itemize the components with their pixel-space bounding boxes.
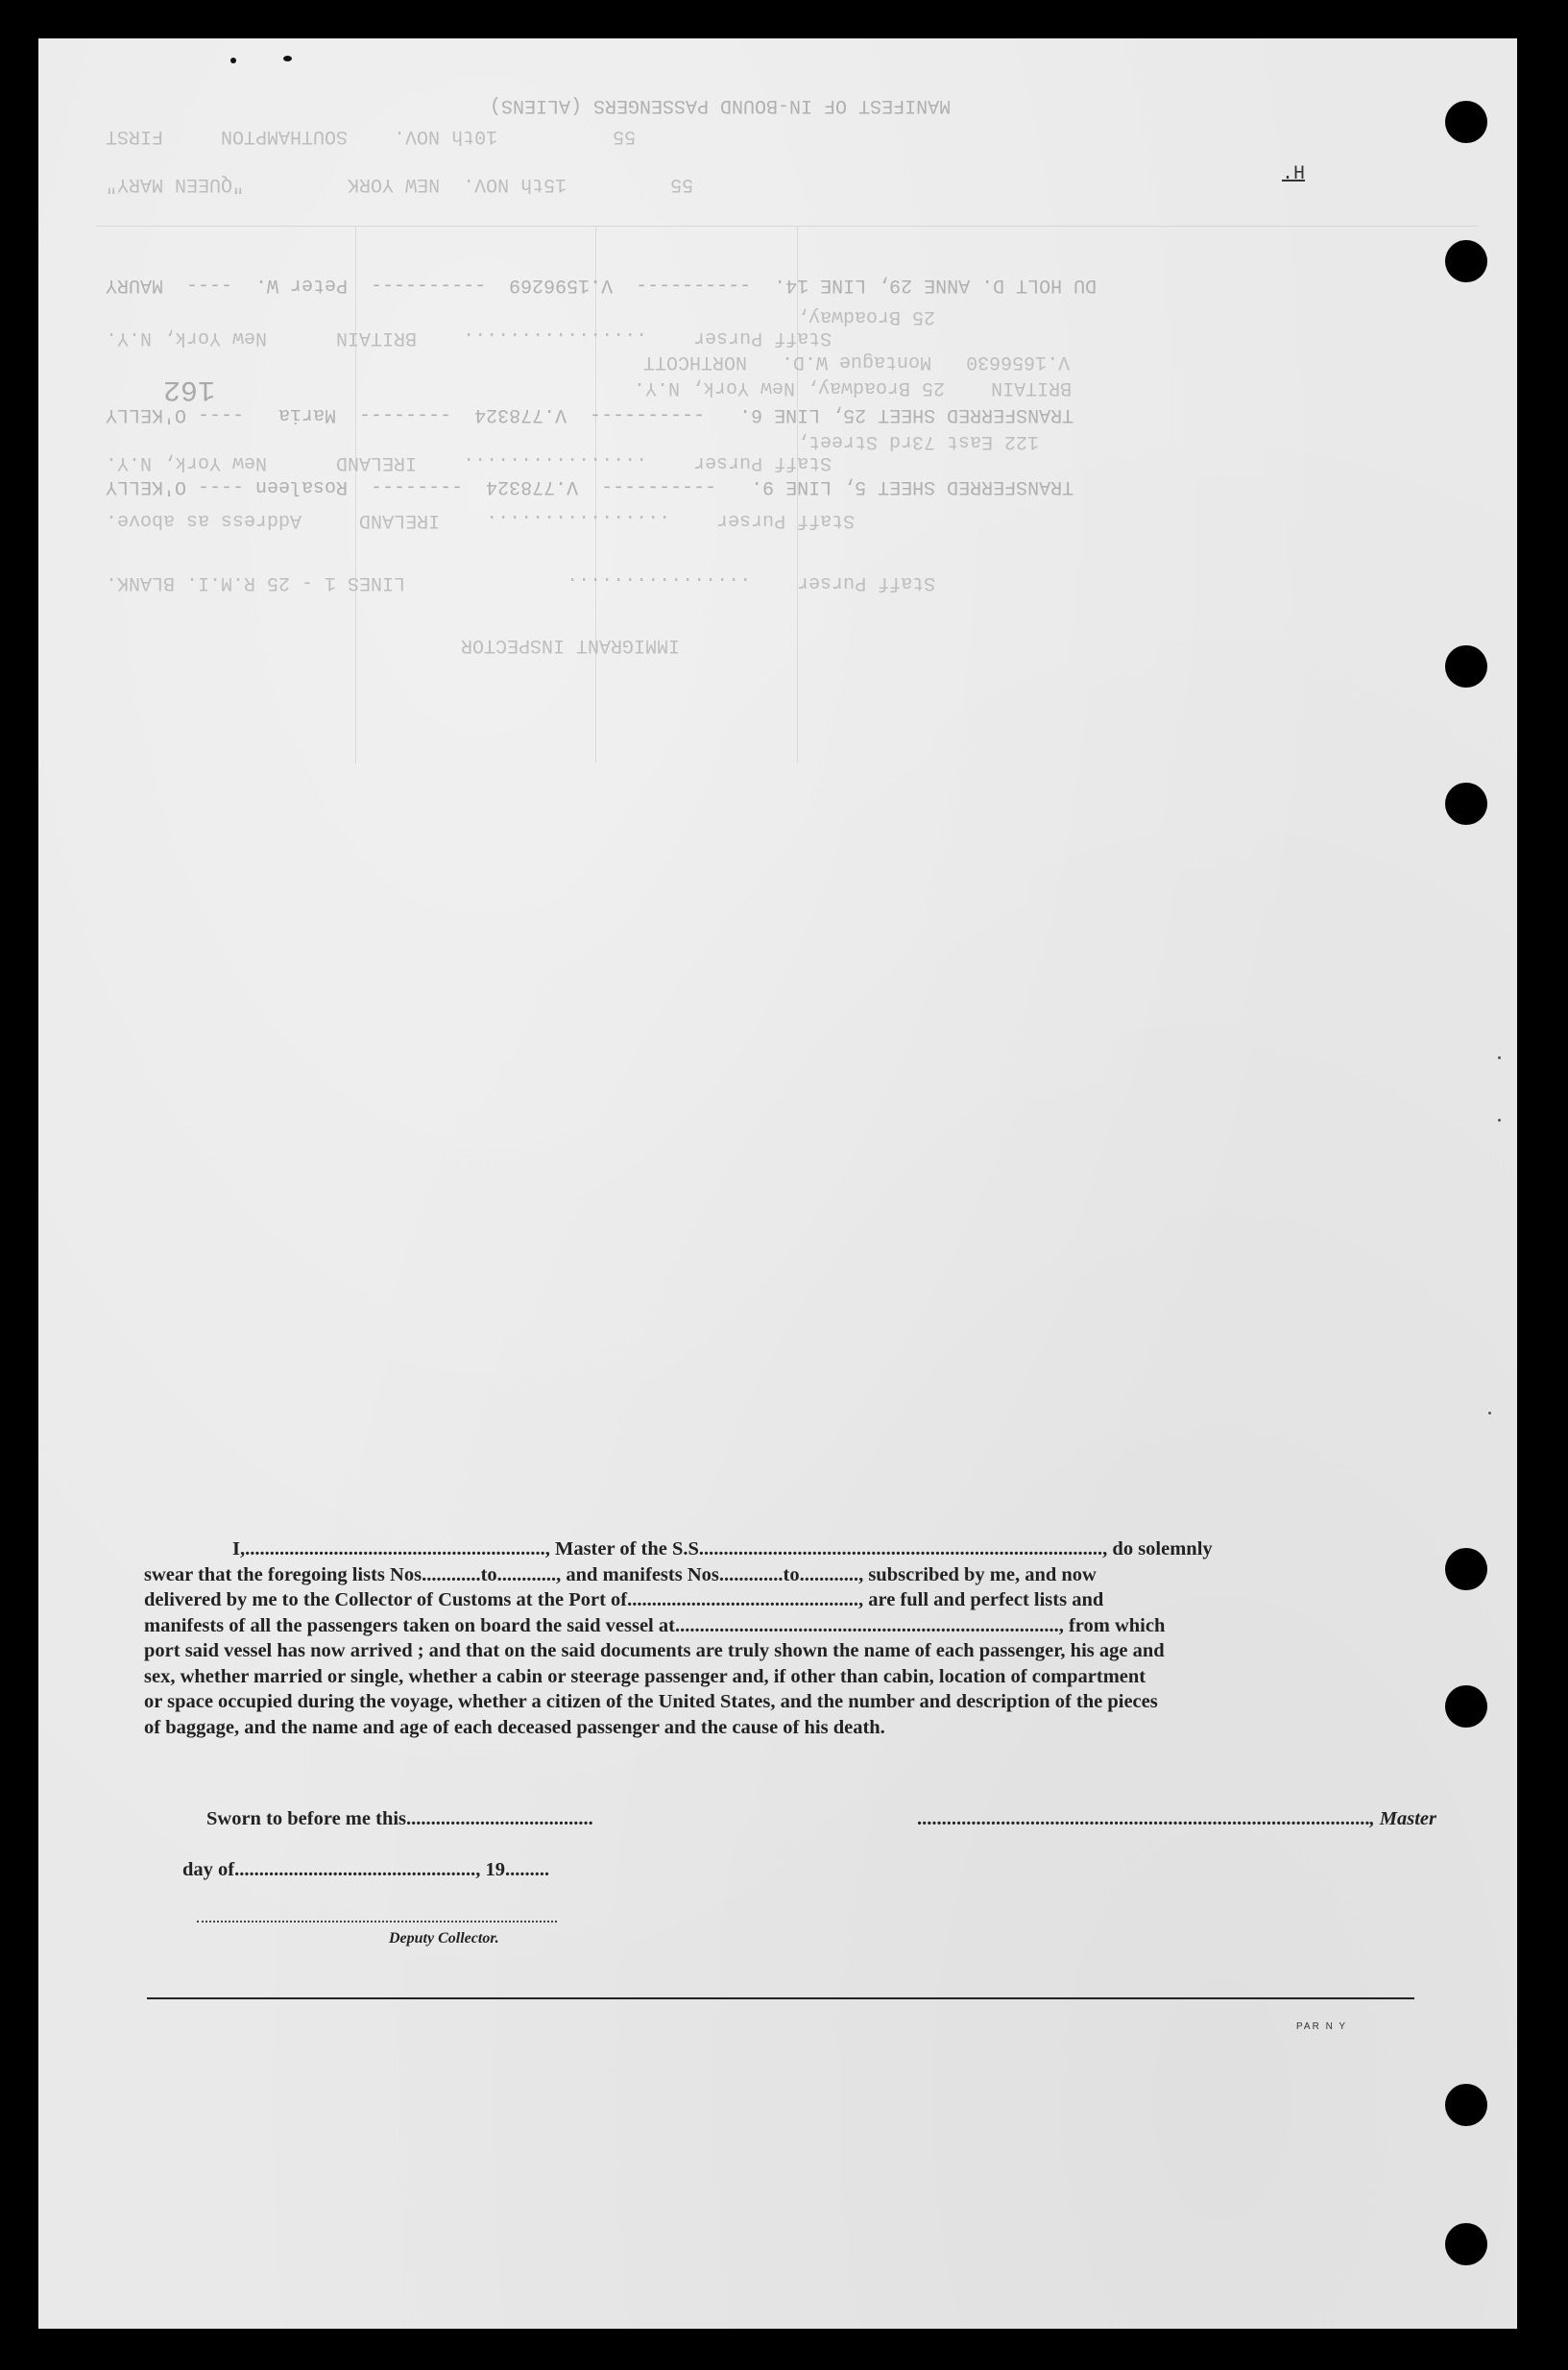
speck (1498, 1119, 1501, 1122)
bleed-through-line: Staff Purser ................ IRELAND New York, N.Y. (106, 451, 832, 473)
master-label: , Master (1369, 1808, 1436, 1829)
oath-line: or space occupied during the voyage, whether a citizen of the United States, and the number and description of the pieces (144, 1691, 1158, 1712)
deputy-collector-signature-line (197, 1921, 557, 1923)
day-of-line: day of................................................., 19......... (182, 1859, 550, 1880)
oath-line: manifests of all the passengers taken on board the said vessel at.............................................................................., from which (144, 1614, 1166, 1636)
bleed-through-line: DU HOLT D. ANNE 29, LINE 14. ---------- V.1596269 ---------- Peter W. ---- MAURY (106, 274, 1098, 296)
binder-hole (1445, 101, 1487, 143)
binder-hole (1445, 1685, 1487, 1728)
bleed-through-line: Staff Purser ................ IRELAND Address as above. (106, 509, 856, 531)
master-oath-text (144, 1536, 1411, 1740)
bleed-through-line: 122 East 73rd Street, (797, 430, 1040, 452)
bleed-through-title: MANIFEST OF IN-BOUND PASSENGERS (ALIENS) (490, 94, 952, 116)
master-signature-dots: ............................................................................................ (917, 1808, 1370, 1829)
binder-hole (1445, 2084, 1487, 2126)
oath-line: delivered by me to the Collector of Customs at the Port of..............................................., are full and perfect lists and (144, 1589, 1104, 1610)
oath-line: swear that the foregoing lists Nos............to............, and manifests Nos.............to............, subscribed by me, and now (144, 1563, 1097, 1585)
bleed-through-line: 55 10th NOV. SOUTHAMPTON FIRST (106, 125, 637, 147)
bleed-through-line: V.1656630 Montague W.D. NORTHCOTT (643, 351, 1071, 373)
bleed-through-line: 55 15th NOV. NEW YORK "QUEEN MARY" (106, 173, 694, 195)
speck (283, 56, 292, 61)
binder-hole (1445, 783, 1487, 825)
bleed-through-stamp-number: 162 (163, 373, 216, 405)
master-signature-line (917, 1808, 1436, 1830)
bleed-through-mark: .H (1282, 163, 1306, 185)
binder-hole (1445, 240, 1487, 282)
bleed-through-line: IMMIGRANT INSPECTOR (461, 634, 681, 656)
oath-line: sex, whether married or single, whether a cabin or steerage passenger and, if other than cabin, location of compartment (144, 1665, 1146, 1687)
bleed-through-line: BRITAIN 25 Broadway, New York, N.Y. (634, 376, 1073, 399)
bleed-through-line: 25 Broadway, (797, 305, 936, 327)
oath-line: of baggage, and the name and age of each deceased passenger and the cause of his death. (144, 1716, 885, 1738)
binder-hole (1445, 1548, 1487, 1590)
bleed-through-line: TRANSFERRED SHEET 25, LINE 6. ---------- V.778324 -------- Maria ---- O'KELLY (106, 403, 1074, 425)
bottom-rule (147, 1997, 1414, 1999)
binder-hole (1445, 645, 1487, 688)
speck (1498, 1056, 1501, 1059)
speck (230, 58, 236, 63)
speck (1488, 1412, 1491, 1415)
oath-line: I,............................................................., Master of the S.S.................................................................................., do solemnly (232, 1538, 1213, 1560)
oath-line: port said vessel has now arrived ; and that on the said documents are truly shown the name of each passenger, his age and (144, 1640, 1165, 1661)
bleed-through-line: Staff Purser ................ BRITAIN New York, N.Y. (106, 326, 832, 349)
deputy-collector-label: Deputy Collector. (389, 1930, 499, 1947)
printer-mark: PAR N Y (1296, 2021, 1348, 2032)
manifest-page-back (38, 38, 1517, 2329)
bleed-through-line: Staff Purser ................ LINES 1 - 25 R.M.I. BLANK. (106, 571, 936, 593)
bleed-through-rule (96, 226, 1479, 227)
binder-hole (1445, 2223, 1487, 2265)
sworn-before-line: Sworn to before me this...................................... (206, 1808, 593, 1829)
bleed-through-line: TRANSFERRED SHEET 5, LINE 9. ---------- V.778324 -------- Rosaleen ---- O'KELLY (106, 475, 1074, 497)
